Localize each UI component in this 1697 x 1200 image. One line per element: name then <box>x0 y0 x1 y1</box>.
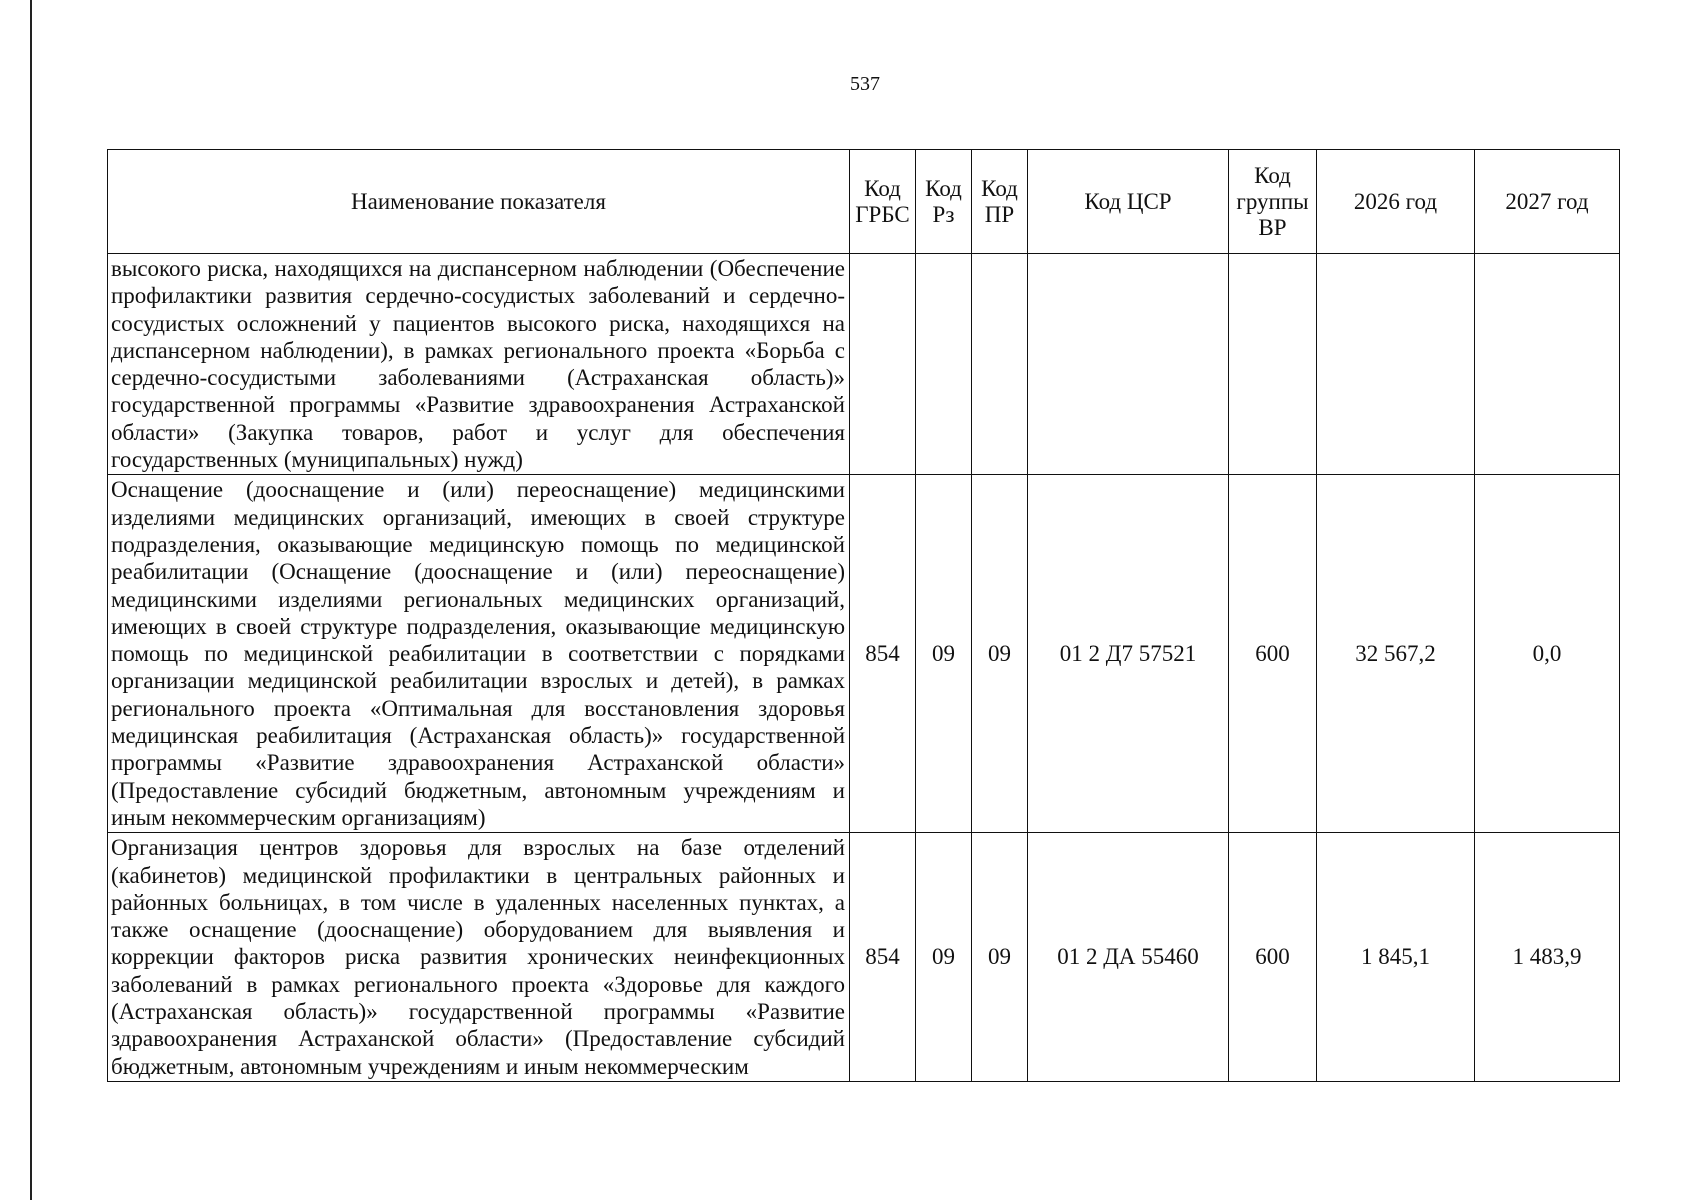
row-csr: 01 2 ДА 55460 <box>1028 833 1229 1082</box>
header-name: Наименование показателя <box>108 150 850 254</box>
header-2027: 2027 год <box>1475 150 1620 254</box>
row-rz: 09 <box>916 833 972 1082</box>
row-grbs: 854 <box>850 833 916 1082</box>
table-header-row <box>108 150 1620 254</box>
row-pr: 09 <box>972 833 1028 1082</box>
row-name: высокого риска, находящихся на диспансерном наблюдении (Обеспечение профилактики развития сердечно-сосудистых заболеваний и сердечно-сосудистых осложнений у пациентов высокого риска, находящихся на диспансерном наблюдении), в рамках регионального проекта «Борьба с сердечно-сосудистыми заболеваниями (Астраханская область)» государственной программы «Развитие здравоохранения Астраханской области» (Закупка товаров, работ и услуг для обеспечения государственных (муниципальных) нужд) <box>108 254 850 475</box>
header-grbs: Код ГРБС <box>850 150 916 254</box>
row-2027 <box>1475 254 1620 475</box>
row-2026: 32 567,2 <box>1317 475 1475 833</box>
table-row <box>108 254 1620 475</box>
row-vr: 600 <box>1229 475 1317 833</box>
header-pr: Код ПР <box>972 150 1028 254</box>
table-row <box>108 833 1620 1082</box>
row-pr: 09 <box>972 475 1028 833</box>
page-number: 537 <box>850 73 880 95</box>
row-2027: 1 483,9 <box>1475 833 1620 1082</box>
row-vr <box>1229 254 1317 475</box>
row-csr <box>1028 254 1229 475</box>
row-csr: 01 2 Д7 57521 <box>1028 475 1229 833</box>
row-name: Организация центров здоровья для взрослых на базе отделений (кабинетов) медицинской профилактики в центральных районных и районных больницах, в том числе в удаленных населенных пунктах, а также оснащение (дооснащение) оборудованием для выявления и коррекции факторов риска развития хронических неинфекционных заболеваний в рамках регионального проекта «Здоровье для каждого (Астраханская область)» государственной программы «Развитие здравоохранения Астраханской области» (Предоставление субсидий бюджетным, автономным учреждениям и иным некоммерческим <box>108 833 850 1082</box>
row-grbs <box>850 254 916 475</box>
row-grbs: 854 <box>850 475 916 833</box>
row-2026 <box>1317 254 1475 475</box>
row-2027: 0,0 <box>1475 475 1620 833</box>
row-rz: 09 <box>916 475 972 833</box>
header-rz: Код Рз <box>916 150 972 254</box>
budget-table <box>107 149 1620 1082</box>
header-csr: Код ЦСР <box>1028 150 1229 254</box>
row-rz <box>916 254 972 475</box>
header-2026: 2026 год <box>1317 150 1475 254</box>
header-vr: Код группы ВР <box>1229 150 1317 254</box>
table-row <box>108 475 1620 833</box>
row-pr <box>972 254 1028 475</box>
row-vr: 600 <box>1229 833 1317 1082</box>
row-2026: 1 845,1 <box>1317 833 1475 1082</box>
margin-line <box>30 0 32 1200</box>
row-name: Оснащение (дооснащение и (или) переоснащение) медицинскими изделиями медицинских организаций, имеющих в своей структуре подразделения, оказывающие медицинскую помощь по медицинской реабилитации (Оснащение (дооснащение и (или) переоснащение) медицинскими изделиями региональных медицинских организаций, имеющих в своей структуре подразделения, оказывающие медицинскую помощь по медицинской реабилитации в соответствии с порядками организации медицинской реабилитации взрослых и детей), в рамках регионального проекта «Оптимальная для восстановления здоровья медицинская реабилитация (Астраханская область)» государственной программы «Развитие здравоохранения Астраханской области» (Предоставление субсидий бюджетным, автономным учреждениям и иным некоммерческим организациям) <box>108 475 850 833</box>
